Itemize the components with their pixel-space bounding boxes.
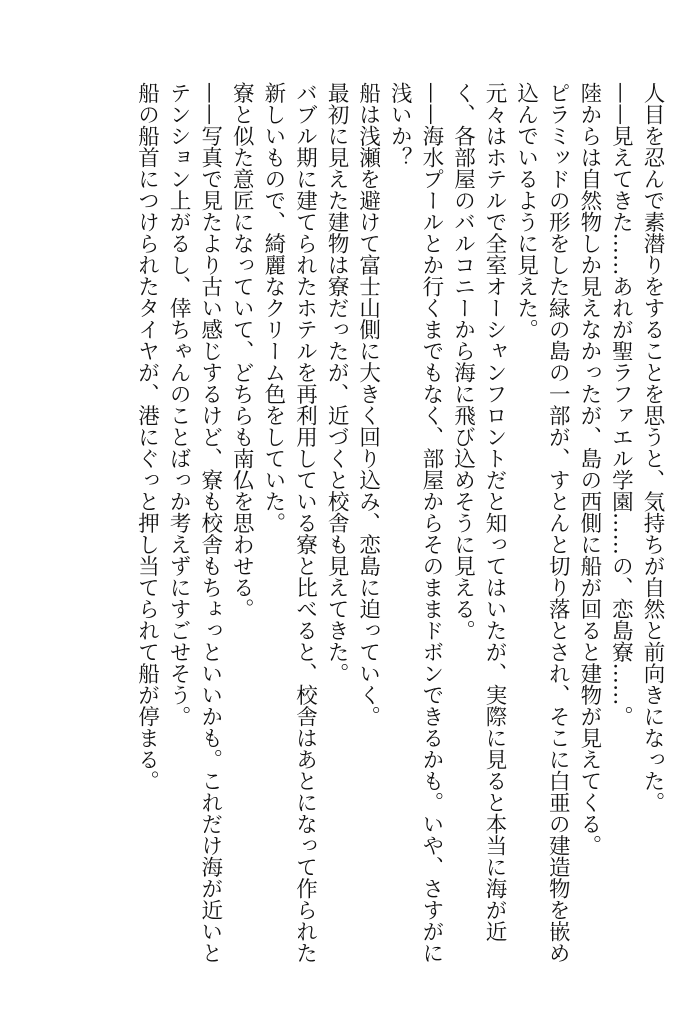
text-line: く、各部屋のバルコニーから海に飛び込めそうに見える。 [450,82,476,641]
text-line: 新しいもので、綺麗なクリーム色をしていた。 [260,82,286,534]
text-line: 陸からは自然物しか見えなかったが、島の西側に船が回ると建物が見えてくる。 [576,82,602,856]
text-line: 元々はホテルで全室オーシャンフロントだと知ってはいたが、実際に見ると本当に海が近 [482,82,508,942]
text-line: 最初に見えた建物は寮だったが、近づくと校舎も見えてきた。 [324,82,350,684]
text-line: ——見えてきた……あれが聖ラファエル学園……の、恋島寮……。 [608,82,634,727]
text-line: 人目を忍んで素潜りをすることを思うと、気持ちが自然と前向きになった。 [640,82,665,813]
text-line: 込んでいるように見えた。 [513,82,539,340]
vertical-text-body [131,82,668,962]
text-line: 寮と似た意匠になっていて、どちらも南仏を思わせる。 [229,82,255,620]
text-line: 浅いか？ [387,82,413,168]
text-line: ——写真で見たより古い感じするけど、寮も校舎もちょっといいかも。これだけ海が近いと [197,82,223,964]
text-line: ピラミッドの形をした緑の島の一部が、すとんと切り落とされ、そこに白亜の建造物を嵌め [545,82,571,964]
text-line: 船は浅瀬を避けて富士山側に大きく回り込み、恋島に迫っていく。 [355,82,381,727]
text-line: テンション上がるし、倖ちゃんのことばっか考えずにすごせそう。 [166,82,192,727]
text-line: ——海水プールとか行くまでもなく、部屋からそのままドボンできるかも。いや、さすがに [418,82,444,964]
text-line: バブル期に建てられたホテルを再利用している寮と比べると、校舎はあとになって作られた [292,82,318,964]
text-line: 船の船首につけられたタイヤが、港にぐっと押し当てられて船が停まる。 [134,82,160,792]
